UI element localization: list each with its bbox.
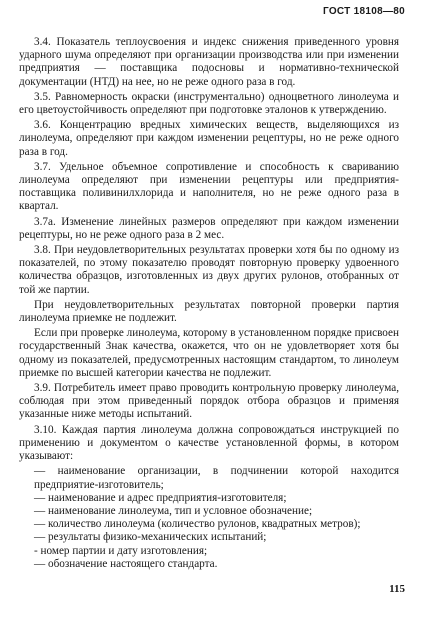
paragraph-quality-mark: Если при проверке линолеума, которому в установленном порядке присвоен государственный Знак качества, окажется, что он не удовлетворяет хотя бы одному из показателей, предусмотренных настоящим стандартом, то линолеум приемке по высшей категории качества не подлежит.	[19, 327, 399, 379]
paragraph-3-5: 3.5. Равномерность окраски (инструментально) одноцветного линолеума и его цветоустойчивость определяют при подготовке эталонов к утверждению.	[19, 90, 399, 117]
list-item: — наименование организации, в подчинении которой находится предприятие-изготовитель;	[34, 465, 399, 491]
list-item: — наименование и адрес предприятия-изготовителя;	[34, 491, 287, 504]
paragraph-3-9: 3.9. Потребитель имеет право проводить контрольную проверку линолеума, соблюдая при этом приведенный порядок отбора образцов и применяя указанные ниже методы испытаний.	[19, 382, 399, 421]
paragraph-3-7a: 3.7а. Изменение линейных размеров определяют при каждом изменении рецептуры, но не реже одного раза в 2 мес.	[19, 215, 399, 241]
paragraph-3-7: 3.7. Удельное объемное сопротивление и способность к свариванию линолеума определяют при изменении рецептуры или предприятия-поставщика поливинилхлорида и наполнителя, но не реже одного раза в квартал.	[19, 160, 399, 213]
list-item: — наименование линолеума, тип и условное обозначение;	[34, 504, 313, 517]
paragraph-repeat-check: При неудовлетворительных результатах повторной проверки партия линолеума приемке не подлежит.	[19, 298, 399, 325]
standard-header: ГОСТ 18108—80	[322, 6, 405, 17]
page-number: 115	[389, 583, 405, 595]
paragraph-3-6: 3.6. Концентрацию вредных химических веществ, выделяющихся из линолеума, определяют при каждом изменении рецептуры, но не реже одного раза в год.	[19, 119, 399, 158]
list-item: — количество линолеума (количество рулонов, квадратных метров);	[34, 518, 361, 531]
list-item: - номер партии и дату изготовления;	[34, 544, 208, 557]
list-item: — результаты физико-механических испытаний;	[34, 531, 267, 544]
paragraph-3-4: 3.4. Показатель теплоусвоения и индекс снижения приведенного уровня ударного шума определяют при организации производства или при изменении предприятия — поставщика подосновы и нормативно-технической документации (НТД) на нее, но не реже одного раза в год.	[19, 36, 399, 88]
list-item: — обозначение настоящего стандарта.	[34, 557, 218, 570]
document-body	[19, 36, 399, 571]
paragraph-3-8: 3.8. При неудовлетворительных результатах проверки хотя бы по одному из показателей, по этому показателю проводят повторную проверку удвоенного количества образцов, изготовленных из двух других рулонов, отобранных от той же партии.	[19, 244, 399, 296]
paragraph-3-10: 3.10. Каждая партия линолеума должна сопровождаться инструкцией по применению и документом о качестве установленной формы, в котором указывают:	[19, 423, 399, 463]
